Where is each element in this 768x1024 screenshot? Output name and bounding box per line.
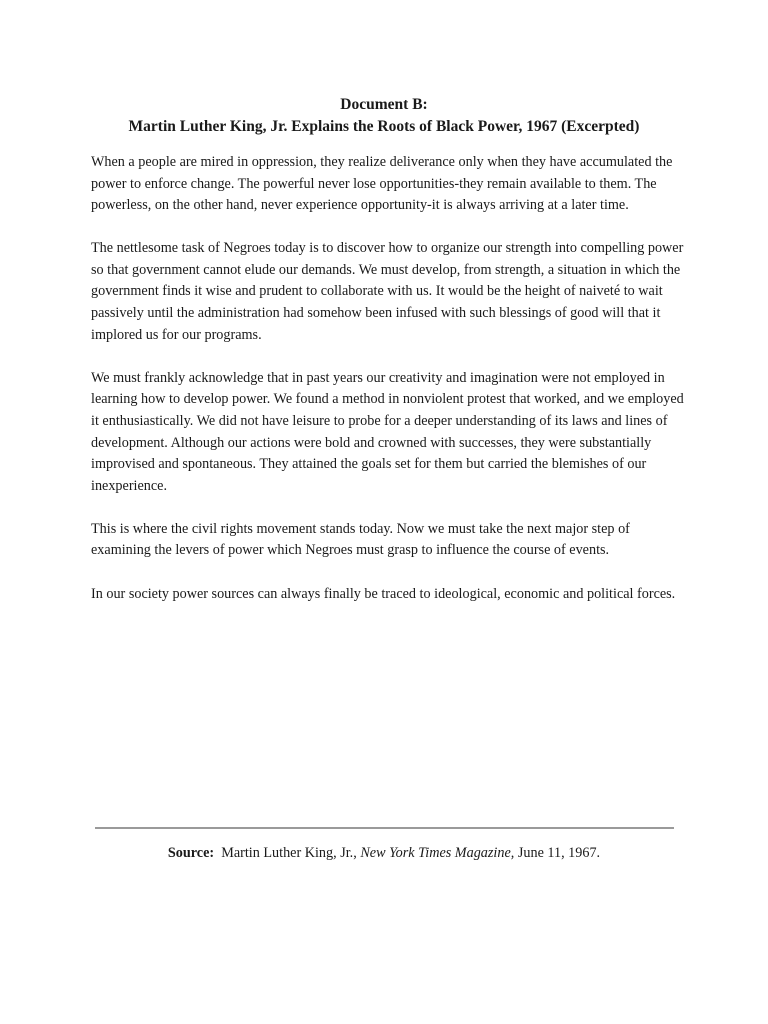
source-date: June 11, 1967. <box>517 845 601 861</box>
source-label: Source: <box>167 845 215 861</box>
paragraph: When a people are mired in oppression, they realize deliverance only when they have accumulated the power to enforce change. The powerful never lose opportunities-they remain available to them. The powerless, on the other hand, never experience opportunity-it is always arriving at a later time. <box>91 154 673 214</box>
source-author: Martin Luther King, Jr., <box>221 845 357 861</box>
source-publication: New York Times Magazine, <box>360 845 515 861</box>
document-title: Martin Luther King, Jr. Explains the Roots of Black Power, 1967 (Excerpted) <box>128 118 640 135</box>
paragraph: This is where the civil rights movement stands today. Now we must take the next major step of examining the levers of power which Negroes must grasp to influence the course of events. <box>91 520 630 559</box>
source-citation <box>0 842 768 864</box>
paragraph: The nettlesome task of Negroes today is to discover how to organize our strength into compelling power so that government cannot elude our demands. We must develop, from strength, a situation in which the government finds it wise and prudent to collaborate with us. It would be the height of naiveté to wait passively until the administration had somehow been infused with such blessings of good will that it implored us for our programs. <box>91 240 684 343</box>
paragraph: In our society power sources can always finally be traced to ideological, economic and political forces. <box>91 585 676 602</box>
document-heading: Document B: <box>340 96 428 113</box>
paragraph: We must frankly acknowledge that in past years our creativity and imagination were not employed in learning how to develop power. We found a method in nonviolent protest that worked, and we employed it enthusiastically. We did not have leisure to probe for a deeper understanding of its laws and lines of development. Although our actions were bold and crowned with successes, they were substantially improvised and spontaneous. They attained the goals set for them but carried the blemishes of our inexperience. <box>91 369 684 494</box>
source-divider <box>95 827 674 829</box>
document-body <box>91 152 691 605</box>
document-header <box>0 94 768 138</box>
